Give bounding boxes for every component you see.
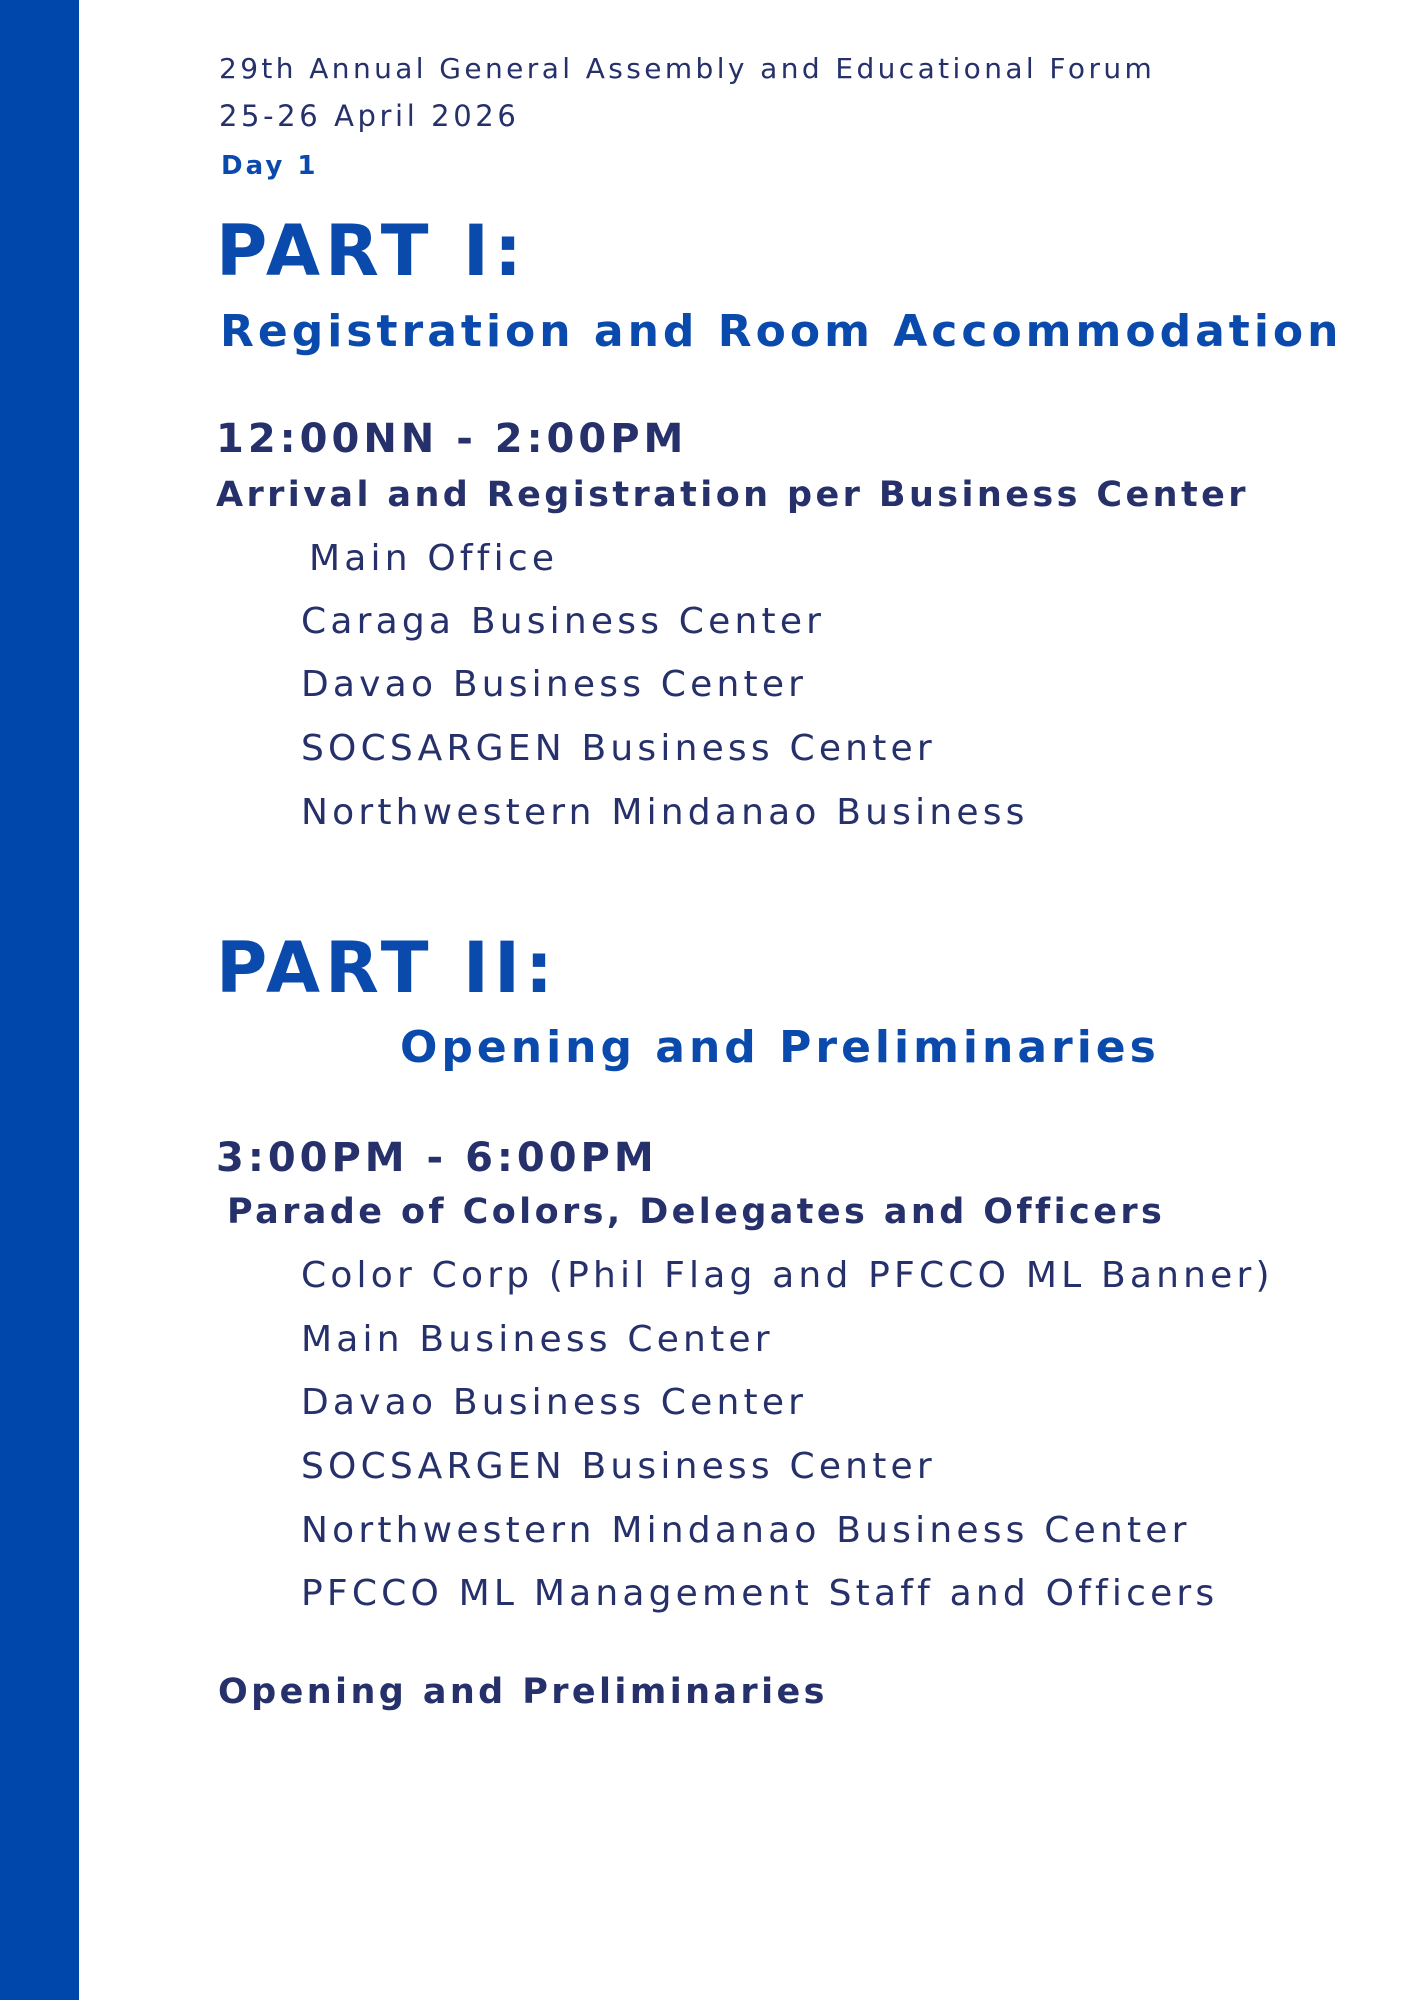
- part-2-item: PFCCO ML Management Staff and Officers: [301, 1573, 1219, 1614]
- part-2-item: Davao Business Center: [301, 1382, 808, 1423]
- part-2-item: Northwestern Mindanao Business Center: [301, 1510, 1191, 1551]
- part-1-time: 12:00NN - 2:00PM: [216, 416, 688, 462]
- part-1-item: Main Office: [309, 538, 559, 579]
- part-1-subtitle: Registration and Room Accommodation: [220, 306, 1343, 357]
- part-2-item: SOCSARGEN Business Center: [301, 1446, 936, 1487]
- part-1-item: Northwestern Mindanao Business: [301, 792, 1029, 833]
- part-2-title: PART II:: [216, 927, 559, 1009]
- part-2-item: Main Business Center: [301, 1319, 774, 1360]
- left-accent-bar: [0, 0, 79, 2000]
- part-1-session: Arrival and Registration per Business Center: [216, 475, 1249, 515]
- part-2-closing: Opening and Preliminaries: [218, 1672, 828, 1712]
- event-dates: 25-26 April 2026: [219, 99, 520, 133]
- day-label: Day 1: [221, 151, 319, 181]
- event-title: 29th Annual General Assembly and Educational Forum: [219, 52, 1156, 85]
- part-2-item: Color Corp (Phil Flag and PFCCO ML Banner): [301, 1255, 1274, 1296]
- part-1-item: SOCSARGEN Business Center: [301, 728, 936, 769]
- part-1-item: Caraga Business Center: [301, 601, 826, 642]
- part-1-title: PART I:: [216, 210, 527, 292]
- part-2-subtitle: Opening and Preliminaries: [400, 1022, 1160, 1073]
- part-1-item: Davao Business Center: [301, 664, 808, 705]
- part-2-session: Parade of Colors, Delegates and Officers: [227, 1192, 1166, 1232]
- part-2-time: 3:00PM - 6:00PM: [216, 1135, 658, 1181]
